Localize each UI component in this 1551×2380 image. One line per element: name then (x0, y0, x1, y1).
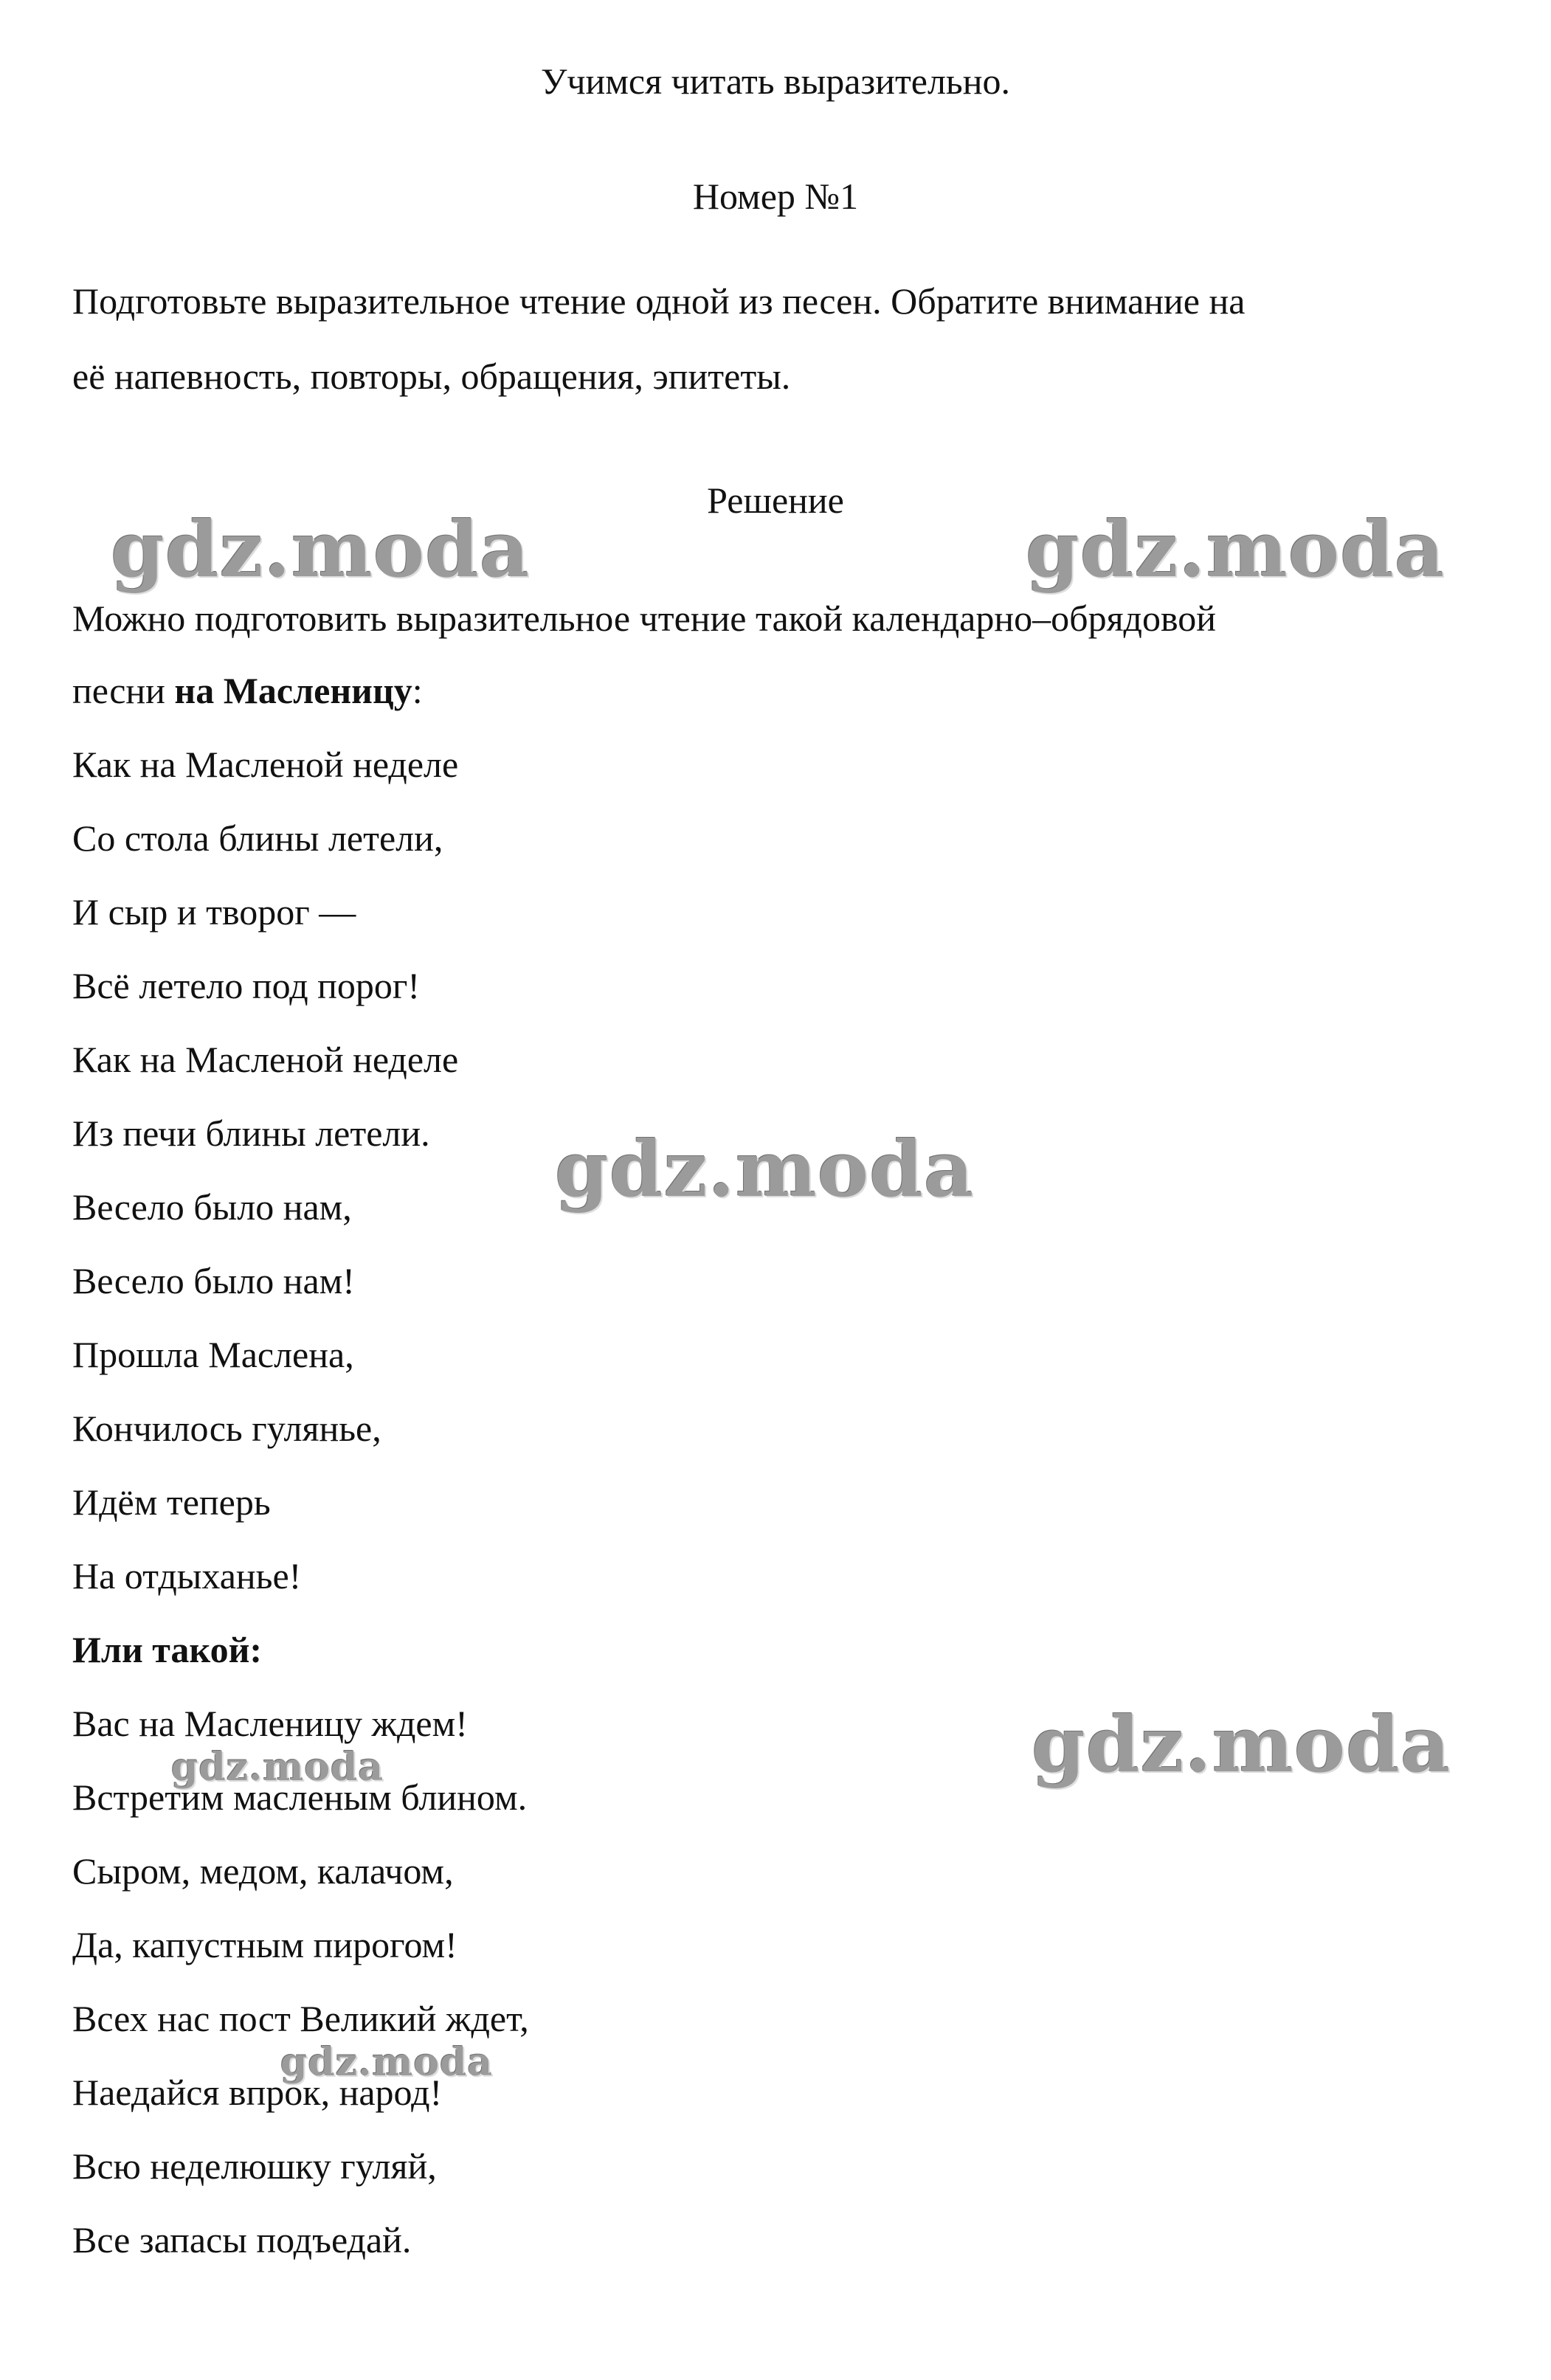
watermark: gdz.moda (171, 1745, 384, 1790)
song2-line: Вас на Масленицу ждем! (72, 1703, 468, 1744)
watermark: gdz.moda (1026, 504, 1445, 595)
song1-line: Прошла Маслена, (72, 1334, 354, 1375)
song1-line: Как на Масленой неделе (72, 1039, 459, 1080)
solution-intro-line-1: Можно подготовить выразительное чтение такой календарно–обрядовой (72, 598, 1217, 639)
song1-line: На отдыханье! (72, 1555, 302, 1597)
song1-line: Из печи блины летели. (72, 1113, 430, 1154)
song2-line: Всех нас пост Великий ждет, (72, 1998, 529, 2039)
song2-line: Да, капустным пирогом! (72, 1924, 457, 1965)
song2-line: Всю неделюшку гуляй, (72, 2145, 437, 2187)
alternative-label: Или такой: (72, 1629, 263, 1670)
intro-bold-term: на Масленицу (174, 670, 412, 711)
song2-line: Сыром, медом, калачом, (72, 1850, 454, 1892)
song1-line: Весело было нам, (72, 1186, 352, 1228)
watermark: gdz.moda (111, 504, 531, 595)
solution-intro-line-2 (72, 668, 423, 713)
song1-line: Как на Масленой неделе (72, 744, 459, 785)
task-text-line-1: Подготовьте выразительное чтение одной из песен. Обратите внимание на (72, 280, 1246, 322)
song2-line: Встретим масленым блином. (72, 1777, 528, 1818)
song1-line: Идём теперь (72, 1481, 271, 1523)
song1-line: Со стола блины летели, (72, 817, 443, 859)
solution-heading: Решение (707, 480, 844, 521)
intro-suffix: : (412, 670, 423, 711)
watermark: gdz.moda (1032, 1699, 1451, 1790)
song1-line: Всё летело под порог! (72, 965, 421, 1006)
watermark: gdz.moda (555, 1124, 975, 1214)
task-text-line-2: её напевность, повторы, обращения, эпитеты. (72, 356, 791, 397)
exercise-number: Номер №1 (692, 176, 859, 217)
song2-line: Наедайся впрок, народ! (72, 2072, 443, 2113)
song1-line: Кончилось гулянье, (72, 1408, 381, 1449)
watermark: gdz.moda (280, 2040, 494, 2085)
song2-line: Все запасы подъедай. (72, 2219, 412, 2260)
intro-prefix: песни (72, 670, 175, 711)
song1-line: Весело было нам! (72, 1260, 355, 1301)
page-title: Учимся читать выразительно. (540, 60, 1010, 102)
song1-line: И сыр и творог — (72, 891, 356, 933)
